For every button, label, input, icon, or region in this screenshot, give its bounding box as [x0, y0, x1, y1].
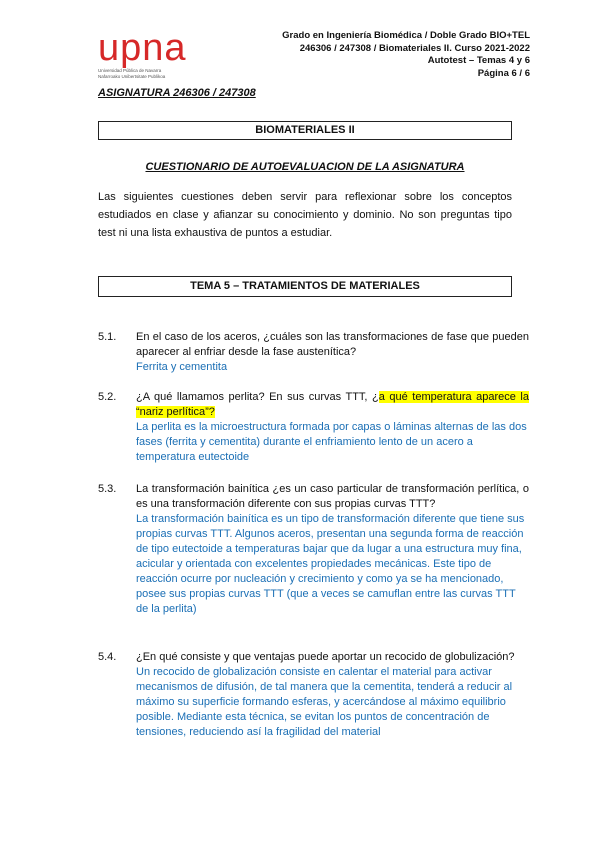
intro-paragraph: Las siguientes cuestiones deben servir para reflexionar sobre los conceptos estudiados en clase y afianzar su conocimiento y dominio. No son preguntas tipo test ni una lista exhaustiva de puntos a estudiar. — [98, 191, 512, 239]
question-text: ¿En qué consiste y que ventajas puede aportar un recocido de globulización? — [136, 651, 515, 663]
question-number: 5.3. — [98, 483, 117, 495]
question-text-plain: ¿A qué llamamos perlita? En sus curvas TTT, ¿ — [136, 391, 379, 403]
title-box: BIOMATERIALES II — [98, 121, 512, 140]
question-number: 5.4. — [98, 651, 117, 663]
logo-wordmark: upna — [98, 27, 187, 69]
answer-text: Un recocido de globalización consiste en calentar el material para activar mecanismos de difusión, de tal manera que la cementita, tenderá a reducir al máximo su superficie formando esferas, y acercándose al máximo equilibrio posible. Mediante esta técnica, se evitan los puntos de concentración de tensiones, reduciendo así la fragilidad del material — [136, 666, 513, 738]
upna-logo — [98, 27, 188, 90]
answer-text: Ferrita y cementita — [136, 361, 228, 373]
course-code: ASIGNATURA 246306 / 247308 — [98, 87, 256, 99]
logo-sub-line: Universidad Pública de Navarra — [98, 68, 162, 73]
question-number: 5.2. — [98, 391, 117, 403]
question-text: En el caso de los aceros, ¿cuáles son las transformaciones de fase que pueden aparecer al enfriar desde la fase austenítica? — [136, 331, 529, 358]
answer-text: La transformación bainítica es un tipo de transformación diferente que tiene sus propias curvas TTT. Algunos aceros, presentan una segunda forma de reacción de tipo eutectoide a temperaturas bajar que da lugar a una estructura muy fina, acicular y orientada con excelentes propiedades mecánicas. Este tipo de reacción ocurre por nucleación y crecimiento y como ya se ha mencionado, posee sus propias curvas TTT (que a veces se camuflan entre las curvas TTT de la perlita) — [136, 513, 525, 615]
logo-sub-line: Nafarroako Unibertsitate Publikoa — [98, 73, 166, 79]
header-page-number: Página 6 / 6 — [477, 67, 530, 79]
document-header-info — [282, 30, 530, 80]
header-degree: Grado en Ingeniería Biomédica / Doble Grado BIO+TEL — [282, 30, 530, 41]
highlighted-text: a qué temperatura aparece la “nariz perlítica”? — [136, 391, 529, 418]
logo-subtitle — [98, 68, 188, 79]
header-autotest: Autotest – Temas 4 y 6 — [427, 55, 530, 66]
question-number: 5.1. — [98, 331, 117, 343]
question-text — [136, 390, 529, 420]
subtitle: CUESTIONARIO DE AUTOEVALUACION DE LA ASIGNATURA — [145, 161, 465, 173]
answer-text: La perlita es la microestructura formada por capas o láminas alternas de las dos fases (ferrita y cementita) durante el enfriamiento lento de un acero a temperatura eutectoide — [136, 421, 527, 463]
topic-box: TEMA 5 – TRATAMIENTOS DE MATERIALES — [98, 276, 512, 297]
header-course: 246306 / 247308 / Biomateriales II. Curso 2021-2022 — [299, 42, 530, 54]
question-text: La transformación bainítica ¿es un caso particular de transformación perlítica, o es una transformación diferente con sus propias curvas TTT? — [136, 483, 529, 510]
